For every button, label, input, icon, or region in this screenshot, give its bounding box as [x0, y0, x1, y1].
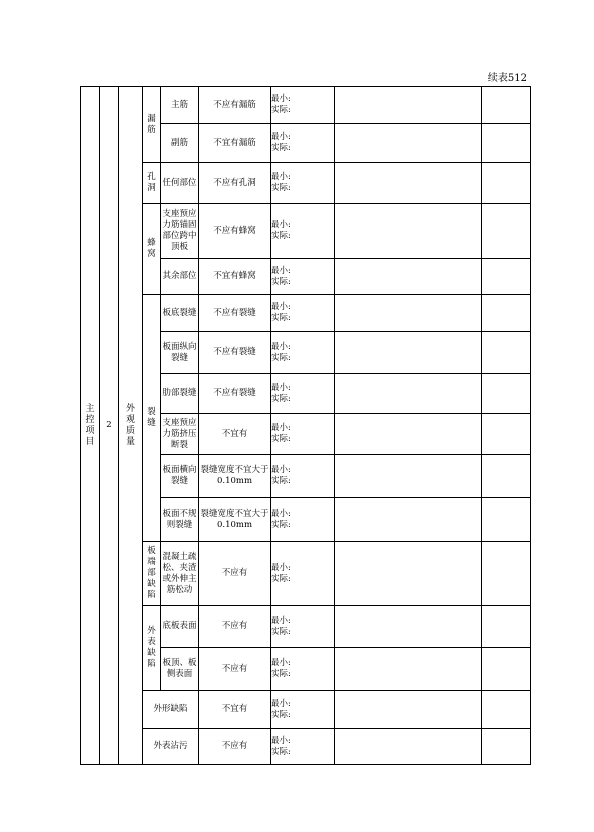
measure-cell: 最小: 实际: — [271, 374, 335, 414]
record-input[interactable] — [335, 259, 482, 295]
requirement: 不应有 — [199, 542, 271, 606]
record-input[interactable] — [335, 295, 482, 332]
record-input[interactable] — [335, 455, 482, 498]
record-input[interactable] — [335, 542, 482, 606]
result-input[interactable] — [482, 498, 531, 542]
measure-cell: 最小: 实际: — [271, 204, 335, 259]
result-input[interactable] — [482, 259, 531, 295]
requirement: 不应有 — [199, 606, 271, 648]
record-input[interactable] — [335, 124, 482, 163]
requirement: 裂缝宽度不宜大于0.10mm — [199, 498, 271, 542]
requirement: 不应有裂缝 — [199, 374, 271, 414]
inspect-item: 板面纵向裂缝 — [161, 332, 199, 374]
result-input[interactable] — [482, 204, 531, 259]
main-control-category-cell: 主控项目 — [81, 87, 100, 765]
record-input[interactable] — [335, 204, 482, 259]
measure-cell: 最小: 实际: — [271, 542, 335, 606]
inspect-item: 任何部位 — [161, 163, 199, 204]
result-input[interactable] — [482, 374, 531, 414]
measure-cell: 最小: 实际: — [271, 259, 335, 295]
inspect-item: 主筋 — [161, 87, 199, 124]
requirement: 不应有 — [199, 729, 271, 765]
group-lou-jin: 漏筋 — [143, 87, 161, 163]
record-input[interactable] — [335, 414, 482, 455]
result-input[interactable] — [482, 414, 531, 455]
measure-cell: 最小: 实际: — [271, 729, 335, 765]
result-input[interactable] — [482, 648, 531, 691]
requirement: 不应有裂缝 — [199, 332, 271, 374]
measure-cell: 最小: 实际: — [271, 498, 335, 542]
inspect-item: 外表沾污 — [143, 729, 199, 765]
requirement: 不应有裂缝 — [199, 295, 271, 332]
requirement: 不应有孔洞 — [199, 163, 271, 204]
record-input[interactable] — [335, 691, 482, 729]
inspection-table — [80, 86, 531, 765]
group-ban-duan: 板端部缺陷 — [143, 542, 161, 606]
group-kong-dong: 孔洞 — [143, 163, 161, 204]
requirement: 不宜有蜂窝 — [199, 259, 271, 295]
requirement: 不宜有漏筋 — [199, 124, 271, 163]
measure-cell: 最小: 实际: — [271, 87, 335, 124]
result-input[interactable] — [482, 295, 531, 332]
record-input[interactable] — [335, 648, 482, 691]
result-input[interactable] — [482, 542, 531, 606]
inspect-item: 支座预应力筋挤压断裂 — [161, 414, 199, 455]
requirement: 不应有蜂窝 — [199, 204, 271, 259]
requirement: 不宜有 — [199, 691, 271, 729]
record-input[interactable] — [335, 498, 482, 542]
requirement: 裂缝宽度不宜大于0.10mm — [199, 455, 271, 498]
measure-cell: 最小: 实际: — [271, 606, 335, 648]
record-input[interactable] — [335, 374, 482, 414]
appearance-quality-cell: 外观质量 — [119, 87, 143, 765]
result-input[interactable] — [482, 124, 531, 163]
measure-cell: 最小: 实际: — [271, 124, 335, 163]
inspect-item: 副筋 — [161, 124, 199, 163]
result-input[interactable] — [482, 606, 531, 648]
measure-cell: 最小: 实际: — [271, 332, 335, 374]
measure-cell: 最小: 实际: — [271, 414, 335, 455]
group-wai-biao: 外表缺陷 — [143, 606, 161, 691]
record-input[interactable] — [335, 87, 482, 124]
inspect-item: 其余部位 — [161, 259, 199, 295]
inspect-item: 板底裂缝 — [161, 295, 199, 332]
requirement: 不宜有 — [199, 414, 271, 455]
group-feng-wo: 蜂窝 — [143, 204, 161, 295]
inspect-item: 肋部裂缝 — [161, 374, 199, 414]
inspect-item: 混凝土疏松、夹渣或外伸主筋松动 — [161, 542, 199, 606]
item-number-cell: 2 — [100, 87, 119, 765]
result-input[interactable] — [482, 163, 531, 204]
record-input[interactable] — [335, 729, 482, 765]
inspect-item: 板面横向裂缝 — [161, 455, 199, 498]
record-input[interactable] — [335, 163, 482, 204]
requirement: 不应有漏筋 — [199, 87, 271, 124]
result-input[interactable] — [482, 332, 531, 374]
inspect-item: 外形缺陷 — [143, 691, 199, 729]
measure-cell: 最小: 实际: — [271, 163, 335, 204]
requirement: 不应有 — [199, 648, 271, 691]
inspect-item: 支座预应力筋锚固部位跨中顶板 — [161, 204, 199, 259]
inspect-item: 底板表面 — [161, 606, 199, 648]
measure-cell: 最小: 实际: — [271, 295, 335, 332]
result-input[interactable] — [482, 87, 531, 124]
measure-cell: 最小: 实际: — [271, 648, 335, 691]
page-number: 续表512 — [487, 73, 527, 84]
inspect-item: 板面不规则裂缝 — [161, 498, 199, 542]
result-input[interactable] — [482, 729, 531, 765]
record-input[interactable] — [335, 606, 482, 648]
inspect-item: 板顶、板侧表面 — [161, 648, 199, 691]
result-input[interactable] — [482, 691, 531, 729]
result-input[interactable] — [482, 455, 531, 498]
record-input[interactable] — [335, 332, 482, 374]
measure-cell: 最小: 实际: — [271, 455, 335, 498]
measure-cell: 最小: 实际: — [271, 691, 335, 729]
group-lie-feng: 裂缝 — [143, 295, 161, 542]
